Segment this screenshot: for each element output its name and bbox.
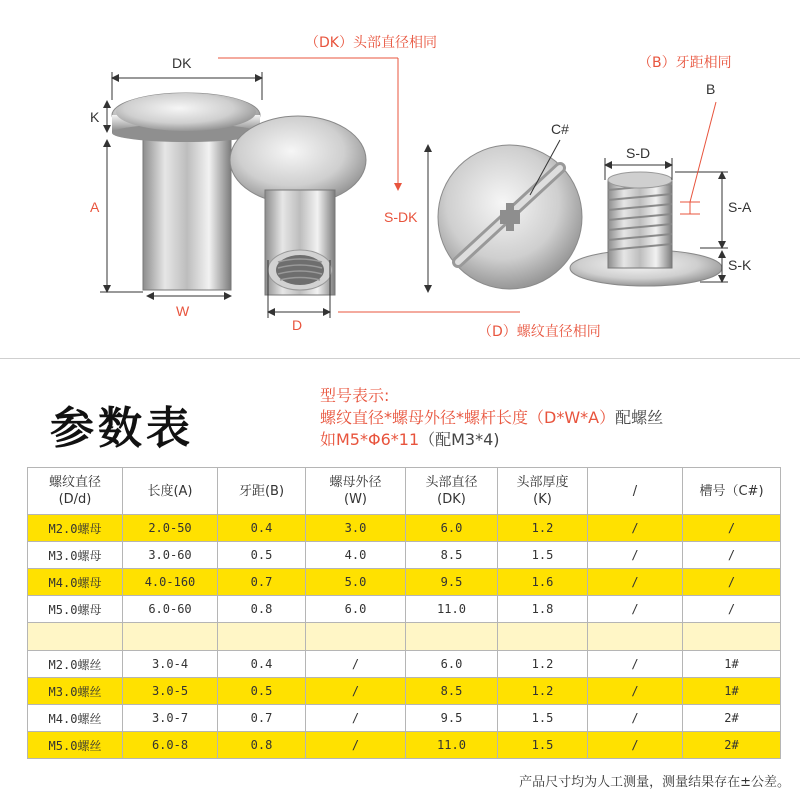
table-cell: 6.0-8 xyxy=(123,732,218,759)
column-header-line1: 螺母外径 xyxy=(329,475,382,490)
table-cell: M3.0螺母 xyxy=(28,542,123,569)
table-cell: 0.5 xyxy=(218,542,306,569)
table-cell: 2# xyxy=(683,732,781,759)
table-cell: / xyxy=(683,596,781,623)
label-dk-note: （DK）头部直径相同 xyxy=(305,35,437,51)
table-cell: 4.0-160 xyxy=(123,569,218,596)
table-row xyxy=(28,569,781,596)
column-header xyxy=(498,468,588,515)
section-divider xyxy=(0,358,800,359)
table-row xyxy=(28,542,781,569)
table-row xyxy=(28,732,781,759)
table-cell: / xyxy=(588,651,683,678)
label-d: D xyxy=(292,317,303,333)
label-s-dk: S-DK xyxy=(384,209,418,225)
table-cell: / xyxy=(306,651,406,678)
table-cell: M5.0螺母 xyxy=(28,596,123,623)
table-cell: 1.8 xyxy=(498,596,588,623)
label-w: W xyxy=(176,303,190,319)
table-cell-empty xyxy=(588,623,683,651)
table-cell-empty xyxy=(123,623,218,651)
label-s-d: S-D xyxy=(626,145,651,161)
table-row xyxy=(28,515,781,542)
table-cell: M4.0螺丝 xyxy=(28,705,123,732)
page-title: 参数表 xyxy=(50,403,194,454)
column-header-line1: / xyxy=(632,483,638,499)
table-cell: 4.0 xyxy=(306,542,406,569)
table-cell: 6.0 xyxy=(406,651,498,678)
model-note-suffix: 配螺丝 xyxy=(615,408,664,427)
table-cell: 6.0 xyxy=(406,515,498,542)
label-a: A xyxy=(90,199,100,215)
label-dk: DK xyxy=(172,55,192,71)
model-note-example-paren: （配M3*4) xyxy=(419,430,500,449)
column-header-line2: (D/d) xyxy=(58,492,92,507)
table-header-row xyxy=(28,468,781,515)
table-cell: 1.5 xyxy=(498,542,588,569)
table-cell: 0.4 xyxy=(218,515,306,542)
model-note-line1: 型号表示: xyxy=(320,386,390,405)
table-cell: / xyxy=(588,678,683,705)
column-header xyxy=(306,468,406,515)
table-cell: M2.0螺丝 xyxy=(28,651,123,678)
column-header xyxy=(683,468,781,515)
table-cell: / xyxy=(306,732,406,759)
table-cell: / xyxy=(588,542,683,569)
column-header-line1: 长度(A) xyxy=(147,483,193,499)
table-cell: M3.0螺丝 xyxy=(28,678,123,705)
table-cell: 3.0-5 xyxy=(123,678,218,705)
table-cell: 2.0-50 xyxy=(123,515,218,542)
table-cell: 3.0 xyxy=(306,515,406,542)
table-cell: / xyxy=(588,596,683,623)
table-cell: 2# xyxy=(683,705,781,732)
table-cell: 1.6 xyxy=(498,569,588,596)
model-note-example: 如M5*Φ6*11 xyxy=(320,430,420,449)
label-k: K xyxy=(90,109,100,125)
table-cell-empty xyxy=(683,623,781,651)
table-cell-empty xyxy=(28,623,123,651)
table-cell: 1.2 xyxy=(498,515,588,542)
table-cell: / xyxy=(306,678,406,705)
table-cell: 6.0 xyxy=(306,596,406,623)
table-cell: 11.0 xyxy=(406,732,498,759)
model-note-formula: 螺纹直径*螺母外径*螺杆长度（D*W*A） xyxy=(320,408,616,427)
column-header-line2: (W) xyxy=(344,492,367,507)
table-cell-empty xyxy=(406,623,498,651)
table-cell: 0.4 xyxy=(218,651,306,678)
table-cell: 9.5 xyxy=(406,569,498,596)
table-cell: / xyxy=(683,515,781,542)
column-header-line2: (K) xyxy=(533,492,552,507)
model-note-line3 xyxy=(320,429,790,451)
table-cell: 3.0-7 xyxy=(123,705,218,732)
table-cell: 0.8 xyxy=(218,596,306,623)
column-header-line1: 头部厚度 xyxy=(516,475,569,490)
table-row xyxy=(28,678,781,705)
table-cell: 3.0-4 xyxy=(123,651,218,678)
table-cell: 1.5 xyxy=(498,705,588,732)
rivet-screw-diagram xyxy=(0,0,800,360)
model-notation-note xyxy=(320,385,790,451)
table-cell: / xyxy=(588,569,683,596)
label-b-note: （B）牙距相同 xyxy=(638,55,732,71)
table-cell: 1# xyxy=(683,651,781,678)
table-cell: M4.0螺母 xyxy=(28,569,123,596)
table-cell: 11.0 xyxy=(406,596,498,623)
table-cell-empty xyxy=(306,623,406,651)
table-cell: 3.0-60 xyxy=(123,542,218,569)
column-header-line1: 头部直径 xyxy=(425,475,478,490)
table-row xyxy=(28,596,781,623)
label-c: C# xyxy=(551,121,569,137)
label-d-note: （D）螺纹直径相同 xyxy=(478,324,601,340)
label-b: B xyxy=(706,81,716,97)
column-header xyxy=(28,468,123,515)
rivet-nut-side-view xyxy=(112,93,260,290)
table-cell: 6.0-60 xyxy=(123,596,218,623)
table-cell: 0.5 xyxy=(218,678,306,705)
column-header xyxy=(588,468,683,515)
screw-head-top-view xyxy=(438,145,582,289)
table-cell-empty xyxy=(498,623,588,651)
table-cell-empty xyxy=(218,623,306,651)
table-cell: M2.0螺母 xyxy=(28,515,123,542)
column-header xyxy=(406,468,498,515)
rivet-nut-threaded-view xyxy=(230,116,366,295)
table-row xyxy=(28,705,781,732)
table-cell: 1.2 xyxy=(498,678,588,705)
table-cell: / xyxy=(588,732,683,759)
table-separator-row xyxy=(28,623,781,651)
table-cell: 1.2 xyxy=(498,651,588,678)
footer-note: 产品尺寸均为人工测量，测量结果存在±公差。 xyxy=(519,775,790,790)
table-cell: 9.5 xyxy=(406,705,498,732)
spec-table xyxy=(27,467,781,759)
column-header xyxy=(218,468,306,515)
column-header-line1: 牙距(B) xyxy=(238,483,285,499)
table-cell: M5.0螺丝 xyxy=(28,732,123,759)
table-row xyxy=(28,651,781,678)
table-cell: / xyxy=(683,542,781,569)
column-header-line2: (DK) xyxy=(437,492,466,507)
table-cell: / xyxy=(683,569,781,596)
label-s-k: S-K xyxy=(728,257,752,273)
table-body xyxy=(28,515,781,759)
model-note-line2 xyxy=(320,407,790,429)
table-cell: / xyxy=(588,515,683,542)
label-s-a: S-A xyxy=(728,199,752,215)
column-header-line1: 螺纹直径 xyxy=(48,475,101,490)
table-cell: / xyxy=(588,705,683,732)
table-cell: 1# xyxy=(683,678,781,705)
table-cell: 8.5 xyxy=(406,542,498,569)
column-header-line1: 槽号（C#) xyxy=(699,483,764,499)
screw-side-view xyxy=(570,172,722,286)
table-cell: 0.7 xyxy=(218,569,306,596)
table-cell: 0.8 xyxy=(218,732,306,759)
table-cell: 5.0 xyxy=(306,569,406,596)
table-cell: 1.5 xyxy=(498,732,588,759)
column-header xyxy=(123,468,218,515)
table-cell: / xyxy=(306,705,406,732)
table-cell: 8.5 xyxy=(406,678,498,705)
table-cell: 0.7 xyxy=(218,705,306,732)
